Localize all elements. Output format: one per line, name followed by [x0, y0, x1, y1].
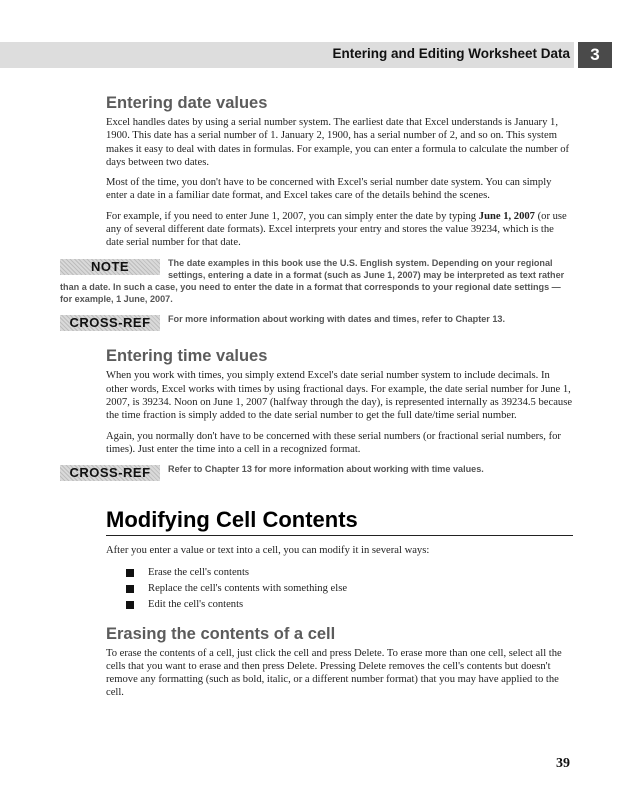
cross-ref-text: Refer to Chapter 13 for more information about working with time values.	[168, 464, 484, 475]
page-number: 39	[556, 756, 570, 771]
section-heading-dates: Entering date values	[106, 94, 268, 112]
cross-ref-callout-times	[60, 463, 573, 483]
list-item: Erase the cell's contents	[126, 565, 573, 581]
dates-paragraph-3	[106, 210, 573, 250]
page-content	[60, 94, 573, 707]
major-heading-modifying: Modifying Cell Contents	[106, 507, 573, 536]
dates-p3-bold: June 1, 2007	[478, 210, 535, 222]
note-text: The date examples in this book use the U.S. English system. Depending on your regional settings, entering a date in a format (such as June 1, 2007) may be interpreted as text rather than a date. In such a case, you need to enter the date in a format that corresponds to your regional date settings — for example, 1 June, 2007.	[60, 257, 565, 305]
note-callout	[60, 257, 573, 306]
modifying-intro: After you enter a value or text into a cell, you can modify it in several ways:	[106, 545, 430, 557]
cross-ref-badge: CROSS-REF	[60, 315, 160, 331]
cross-ref-callout-dates	[60, 313, 573, 333]
list-item: Replace the cell's contents with something else	[126, 581, 573, 597]
dates-paragraph-1: Excel handles dates by using a serial number system. The earliest date that Excel understands is January 1, 1900. This date has a serial number of 1. January 2, 1900, has a serial number of 2, and so on. This system makes it easy to deal with dates in formulas. For example, you can enter a formula to calculate the number of days between two dates.	[106, 117, 570, 168]
section-heading-erasing: Erasing the contents of a cell	[106, 624, 336, 643]
times-paragraph-1: When you work with times, you simply extend Excel's date serial number system to include decimals. In other words, Excel works with times by using fractional days. For example, the date serial number for June 1, 2007, is 39234. Noon on June 1, 2007 (halfway through the day), is represented internally as 39234.5 because the time fraction is simply added to the date serial number to get the full date/time serial number.	[106, 370, 573, 422]
chapter-tab: 3	[578, 42, 612, 68]
dates-paragraph-2: Most of the time, you don't have to be concerned with Excel's serial number date system. You can simply enter a date in a familiar date format, and Excel takes care of the details behind the scenes.	[106, 177, 552, 202]
note-badge: NOTE	[60, 259, 160, 275]
list-item: Edit the cell's contents	[126, 597, 573, 613]
running-header-title: Entering and Editing Worksheet Data	[332, 46, 570, 61]
times-paragraph-2: Again, you normally don't have to be concerned with these serial numbers (or fractional serial numbers, for times). Just enter the time into a cell in a recognized format.	[106, 430, 561, 455]
modify-options-list	[106, 565, 573, 613]
cross-ref-badge: CROSS-REF	[60, 465, 160, 481]
cross-ref-text: For more information about working with dates and times, refer to Chapter 13.	[168, 314, 506, 325]
dates-p3-after: (or use any of several different date formats). Excel interprets your entry and stores the value 39234, which is the date serial number for that date.	[106, 210, 567, 249]
section-heading-times: Entering time values	[106, 347, 268, 366]
dates-p3-before: For example, if you need to enter June 1, 2007, you can simply enter the date by typing	[106, 210, 479, 222]
erasing-paragraph-1: To erase the contents of a cell, just click the cell and press Delete. To erase more than one cell, select all the cells that you want to erase and then press Delete. Pressing Delete removes the cell's contents but doesn't remove any formatting (such as bold, italic, or a different number format) that you may have applied to the cell.	[106, 647, 562, 699]
